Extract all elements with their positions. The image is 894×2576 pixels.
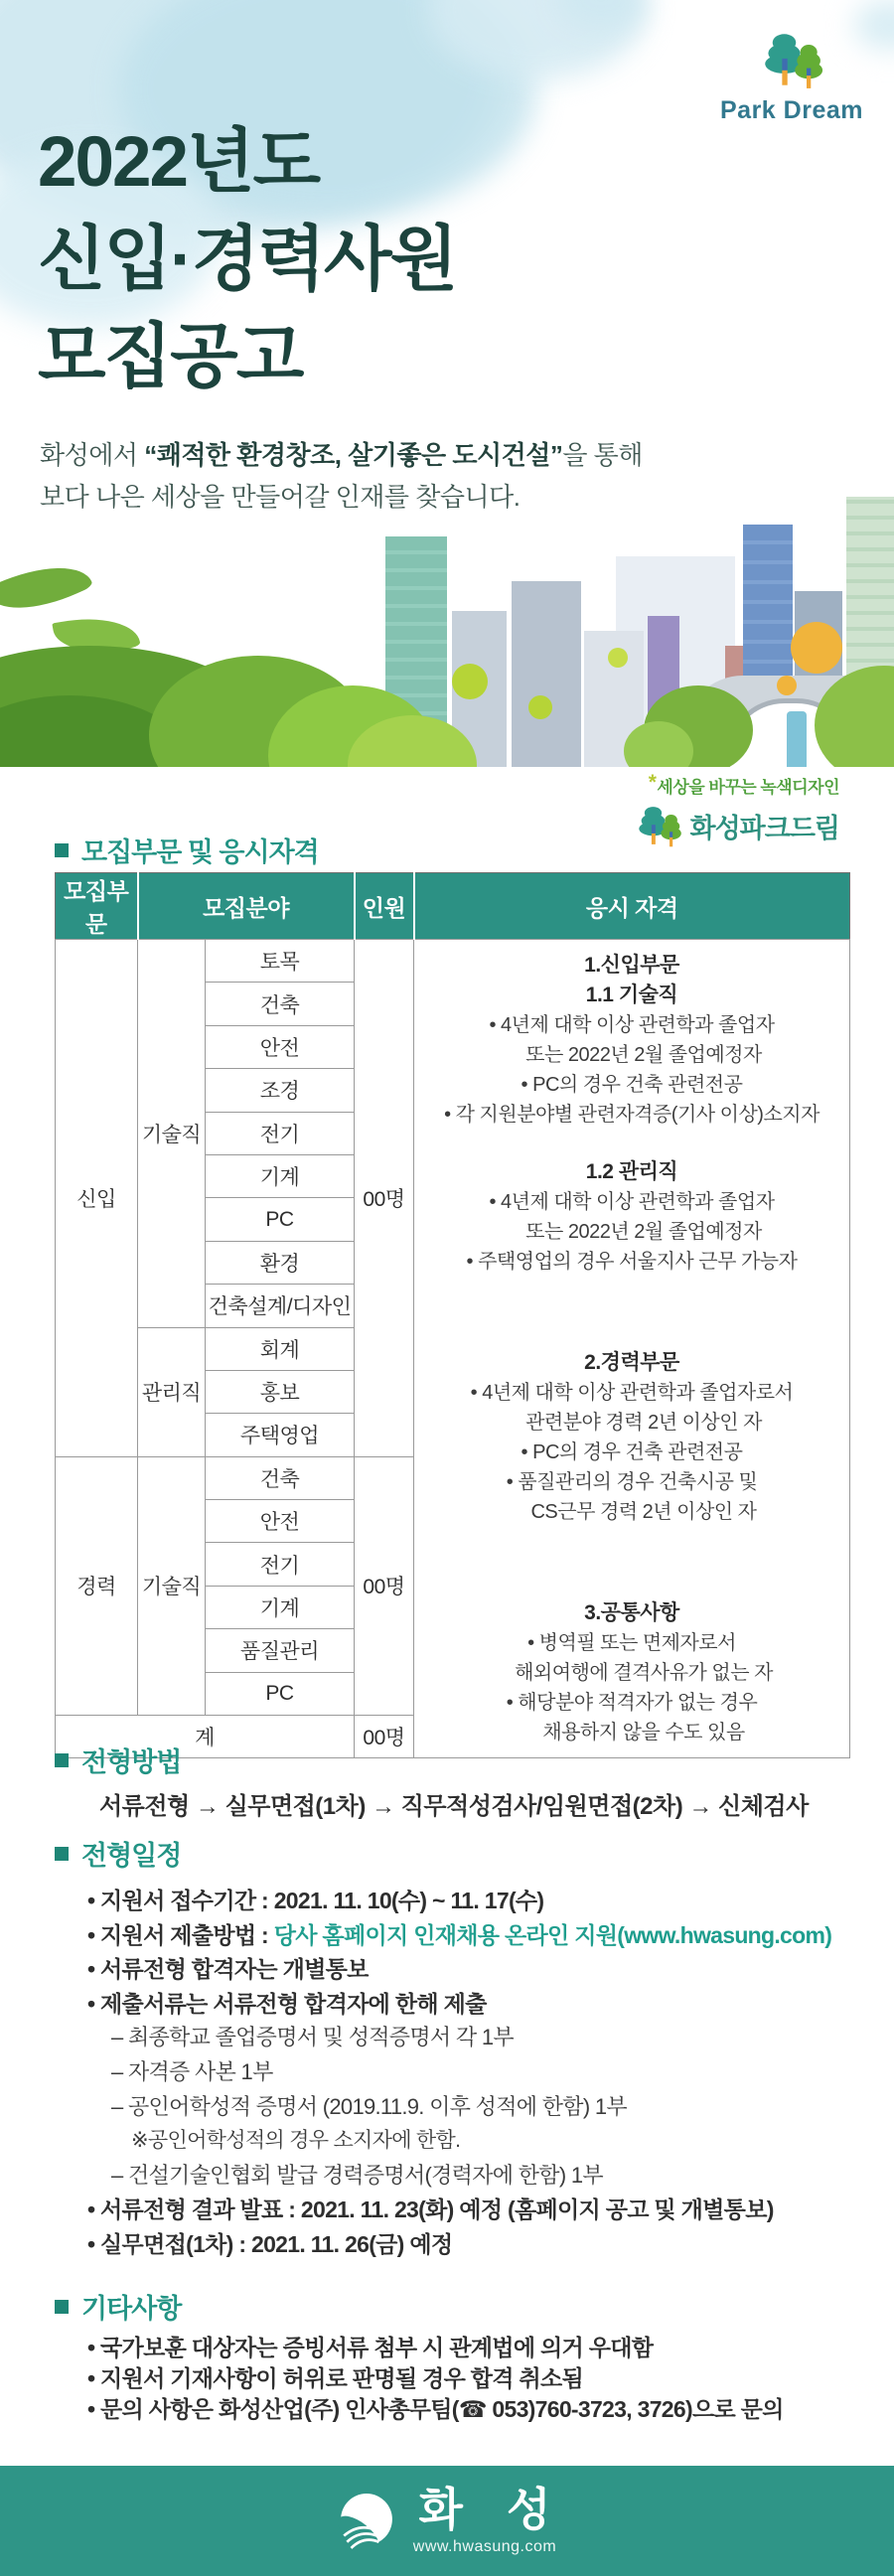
cell-field: 전기 (206, 1112, 355, 1154)
subtitle-suffix: 을 통해 (562, 440, 643, 470)
qual-line: 1.신입부문 (584, 953, 679, 977)
qual-line: • 각 지원분야별 관련자격증(기사 이상)소지자 (444, 1103, 820, 1126)
item-text: – 최종학교 졸업증명서 및 성적증명서 각 1부 (111, 2025, 514, 2050)
poster-title-line3: 모집공고 (38, 318, 303, 396)
item-text: – 건설기술인협회 발급 경력증명서(경력자에 한함) 1부 (111, 2162, 603, 2188)
etc-item: • 국가보훈 대상자는 증빙서류 첨부 시 관계법에 의거 우대함 (87, 2335, 654, 2360)
cell-new-admin: 관리직 (138, 1327, 206, 1456)
footer-band (0, 2466, 894, 2576)
apply-url-text: 당사 홈페이지 인재채용 온라인 지원(www.hwasung.com) (273, 1921, 832, 1948)
qual-line: • PC의 경우 건축 관련전공 (521, 1073, 743, 1096)
cell-field: 안전 (206, 1500, 355, 1543)
section-heading-recruit (55, 831, 319, 869)
leaf (0, 547, 93, 626)
cell-exp-tech: 기술직 (138, 1456, 206, 1715)
qual-line: 3.공통사항 (584, 1600, 679, 1624)
section-bullet-icon (55, 2300, 69, 2314)
schedule-item (87, 1918, 872, 1953)
asterisk-icon: * (648, 771, 657, 794)
schedule-item (87, 2193, 872, 2227)
subtitle-quote: “쾌적한 환경창조, 살기좋은 도시건설” (144, 440, 563, 470)
table-row (56, 940, 850, 983)
cell-exp: 경력 (56, 1456, 138, 1715)
section-title: 전형일정 (81, 1841, 182, 1871)
cell-field: 건축 (206, 1456, 355, 1499)
item-text: – 자격증 사본 1부 (111, 2058, 273, 2084)
schedule-item (87, 1884, 872, 1918)
cell-field: 조경 (206, 1069, 355, 1112)
footer-url: www.hwasung.com (412, 2537, 557, 2555)
poster-subtitle-line1 (40, 435, 643, 472)
item-text: – 공인어학성적 증명서 (2019.11.9. 이후 성적에 한함) 1부 (111, 2093, 627, 2119)
cell-field: 환경 (206, 1241, 355, 1284)
schedule-subitem (87, 2055, 872, 2090)
item-text: • 제출서류는 서류전형 합격자에 한해 제출 (87, 1990, 487, 2017)
cell-total-count: 00명 (355, 1716, 414, 1758)
table-header-row (56, 873, 850, 940)
cell-total-label: 계 (56, 1716, 355, 1758)
qual-line: • 4년제 대학 이상 관련학과 졸업자 (489, 1190, 775, 1213)
spacer (414, 1527, 849, 1598)
col-header-count: 인원 (355, 873, 414, 940)
recruit-table (55, 872, 850, 1758)
slogan-text: 세상을 바꾸는 녹색디자인 (657, 778, 839, 797)
col-header-qualification: 응시 자격 (414, 873, 850, 940)
trees-icon (633, 803, 684, 848)
section-title: 기타사항 (81, 2294, 182, 2324)
brand-name: 화성파크드림 (689, 813, 839, 843)
etc-list (87, 2333, 872, 2425)
cell-new-count: 00명 (355, 940, 414, 1457)
cell-field: 기계 (206, 1154, 355, 1197)
col-header-field: 모집분야 (138, 873, 355, 940)
poster-subtitle-line2: 보다 나은 세상을 만들어갈 인재를 찾습니다. (40, 482, 521, 512)
qual-line: CS근무 경력 2년 이상인 자 (530, 1500, 757, 1523)
schedule-item (87, 2227, 872, 2262)
section-bullet-icon (55, 1753, 69, 1767)
schedule-subitem (87, 2021, 872, 2055)
qual-line: • 4년제 대학 이상 관련학과 졸업자로서 (470, 1381, 794, 1404)
schedule-item (87, 1952, 872, 1987)
cell-field: 안전 (206, 1025, 355, 1068)
city-illustration (0, 497, 894, 767)
cell-field: 건축 (206, 983, 355, 1025)
cell-field: 토목 (206, 940, 355, 983)
cell-exp-count: 00명 (355, 1456, 414, 1715)
spacer (414, 1277, 849, 1348)
qual-line: • 품질관리의 경우 건축시공 및 (506, 1470, 758, 1493)
schedule-subitem (87, 2090, 872, 2125)
section-heading-schedule (55, 1834, 181, 1873)
section-title: 모집부문 및 응시자격 (81, 837, 319, 867)
paint-splash (452, 664, 488, 699)
park-dream-label: Park Dream (720, 96, 863, 124)
section-title: 전형방법 (81, 1747, 182, 1777)
qual-line: 1.2 관리직 (585, 1159, 678, 1183)
brand-slogan (522, 773, 839, 799)
qual-line: • 해당분야 적격자가 없는 경우 (506, 1691, 758, 1714)
schedule-subitem (87, 2159, 872, 2194)
poster-title-line2: 신입·경력사원 (38, 221, 457, 299)
section-bullet-icon (55, 843, 69, 857)
qual-line: • 병역필 또는 면제자로서 (527, 1631, 736, 1654)
cell-field: PC (206, 1672, 355, 1715)
subtitle-prefix: 화성에서 (40, 440, 145, 470)
etc-item: • 지원서 기재사항이 허위로 판명될 경우 합격 취소됨 (87, 2365, 584, 2391)
yellow-splash (777, 676, 797, 695)
qual-line: 1.1 기술직 (585, 983, 678, 1006)
etc-item: • 문의 사항은 화성산업(주) 인사총무팀(☎ 053)760-3723, 3726)으로 문의 (87, 2396, 784, 2422)
qual-line: • 4년제 대학 이상 관련학과 졸업자 (489, 1013, 775, 1036)
schedule-note (87, 2124, 872, 2159)
item-text: • 서류전형 합격자는 개별통보 (87, 1956, 369, 1983)
cell-new: 신입 (56, 940, 138, 1457)
qual-line: 또는 2022년 2월 졸업예정자 (525, 1043, 762, 1066)
item-text: • 서류전형 결과 발표 : 2021. 11. 23(화) 예정 (홈페이지 공고 및 개별통보) (87, 2197, 774, 2223)
footer-company-name: 화성 (418, 2483, 595, 2535)
poster-title-line1: 2022년도 (38, 123, 320, 202)
item-text: ※공인어학성적의 경우 소지자에 한함. (131, 2129, 461, 2153)
paint-splash (528, 695, 552, 719)
qual-line: • PC의 경우 건축 관련전공 (521, 1440, 743, 1463)
spacer (414, 1130, 849, 1157)
yellow-splash (791, 622, 842, 674)
item-text: • 지원서 제출방법 : (87, 1921, 274, 1948)
cell-field: 기계 (206, 1586, 355, 1628)
cell-qualifications (414, 940, 850, 1758)
paint-splash (608, 648, 628, 668)
section-heading-method (55, 1741, 181, 1779)
stream (787, 711, 807, 767)
qual-line: 관련분야 경력 2년 이상인 자 (525, 1411, 762, 1434)
hwasung-logo-mark (338, 2493, 395, 2550)
selection-flow: 서류전형 → 실무면접(1차) → 직무적성검사/임원면접(2차) → 신체검사 (99, 1793, 809, 1820)
hwasung-parkdream-logo (522, 773, 839, 848)
qual-line: 2.경력부문 (584, 1350, 679, 1374)
qual-line: 채용하지 않을 수도 있음 (542, 1721, 745, 1743)
qual-line: 해외여행에 결격사유가 없는 자 (515, 1661, 773, 1684)
cell-field: 전기 (206, 1543, 355, 1586)
item-text: • 지원서 접수기간 : 2021. 11. 10(수) ~ 11. 17(수) (87, 1888, 544, 1913)
cell-field: 주택영업 (206, 1414, 355, 1456)
section-bullet-icon (55, 1847, 69, 1861)
cell-field: 품질관리 (206, 1629, 355, 1672)
cell-field: 홍보 (206, 1370, 355, 1413)
footer-logo (0, 2466, 894, 2576)
trees-icon (753, 30, 830, 89)
qual-line: • 주택영업의 경우 서울지사 근무 가능자 (466, 1250, 798, 1273)
park-dream-logo (707, 30, 876, 125)
cell-field: 회계 (206, 1327, 355, 1370)
schedule-list (87, 1884, 872, 2262)
section-heading-etc (55, 2287, 181, 2326)
schedule-item (87, 1987, 872, 2022)
cell-field: 건축설계/디자인 (206, 1285, 355, 1327)
cell-new-tech: 기술직 (138, 940, 206, 1328)
qual-line: 또는 2022년 2월 졸업예정자 (525, 1220, 762, 1243)
col-header-part: 모집부문 (56, 873, 138, 940)
building (512, 581, 581, 767)
item-text: • 실무면접(1차) : 2021. 11. 26(금) 예정 (87, 2230, 453, 2257)
cell-field: PC (206, 1198, 355, 1241)
